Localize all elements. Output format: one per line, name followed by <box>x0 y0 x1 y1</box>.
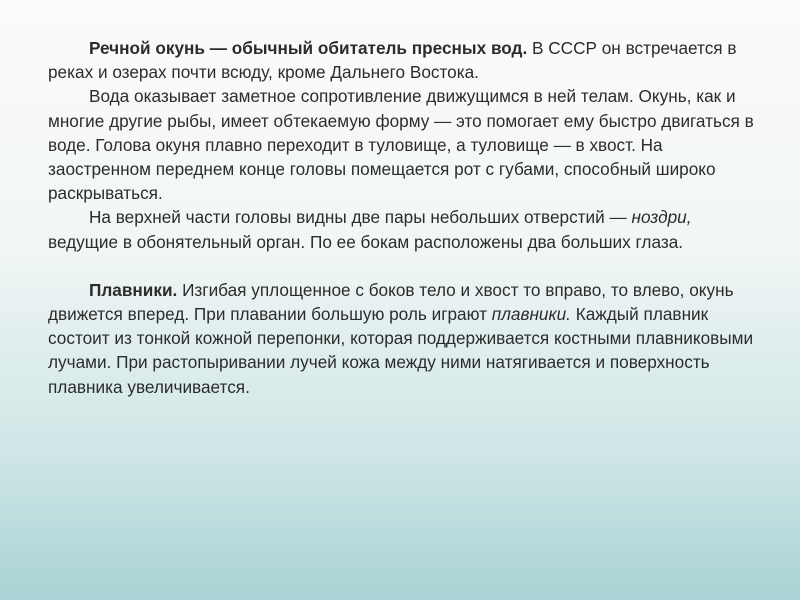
fins-text-before: Изгибая уплощенное с боков тело и хвост то вправо, то влево, окунь движется вперед. При плавании большую роль играют <box>48 279 734 325</box>
intro-text: В СССР он встречается в реках и озерах почти всюду, кроме Дальнего Востока. <box>48 38 737 83</box>
fins-text-after: Каждый плавник состоит из тонкой кожной перепонки, которая поддерживается костными плавниковыми лучами. При растопыривании лучей кожа между ними натягивается и поверхность плавника увеличивается. <box>48 304 754 397</box>
heading-fins: Плавники. <box>89 279 178 300</box>
body-shape-text: Вода оказывает заметное сопротивление движущимся в ней телам. Окунь, как и многие другие рыбы, имеет обтекаемую форму — это помогает ему быстро двигаться в воде. Голова окуня плавно переходит в туловище, а туловище — в хвост. На заостренном переднем конце головы помещается рот с губами, способный широко раскрываться. <box>48 86 754 204</box>
paragraph-head <box>48 205 760 253</box>
heading-perch: Речной окунь — обычный обитатель пресных вод. <box>89 38 528 58</box>
head-text-before: На верхней части головы видны две пары небольших отверстий — <box>89 207 632 228</box>
head-text-after: ведущие в обонятельный орган. По ее бокам расположены два больших глаза. <box>48 231 684 252</box>
paragraph-intro <box>48 36 760 84</box>
text-block <box>48 36 760 399</box>
paragraph-fins <box>48 278 760 399</box>
term-fins: плавники. <box>491 304 571 325</box>
paragraph-body-shape <box>48 84 760 205</box>
term-nostrils: ноздри, <box>631 207 692 228</box>
paragraph-spacer <box>48 254 760 278</box>
